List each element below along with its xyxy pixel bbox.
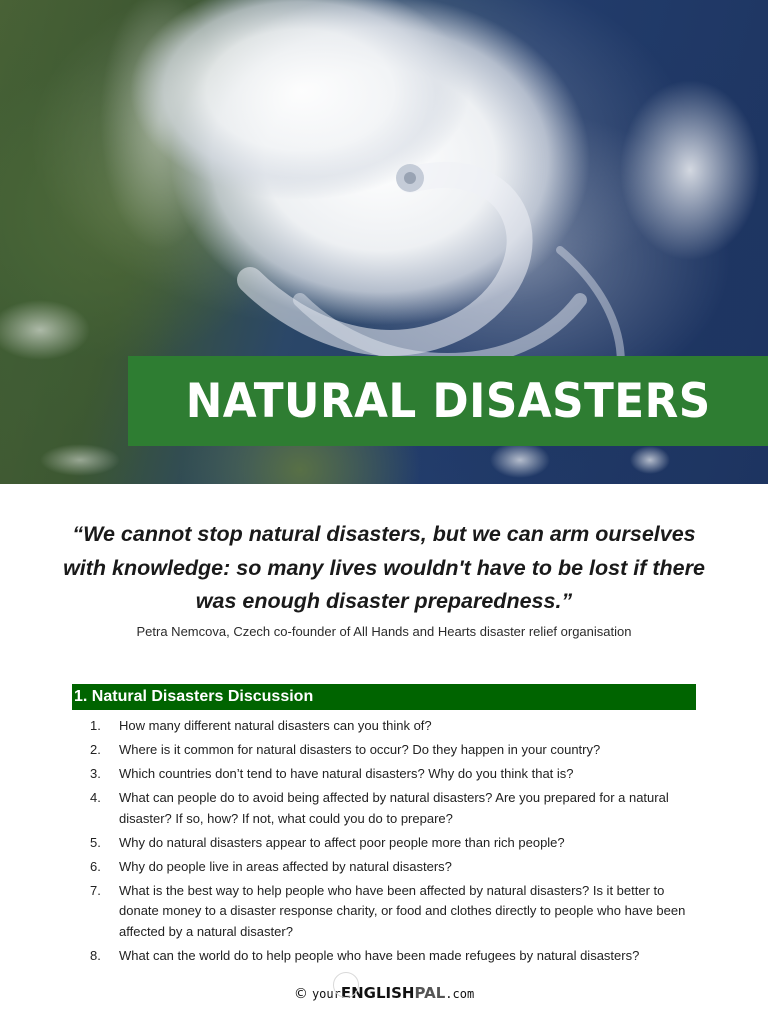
question-number: 4.: [90, 790, 101, 805]
question-item: [90, 740, 696, 761]
question-text: What can people do to avoid being affected by natural disasters? Are you prepared for a natural disaster? If so, how? If not, what could you do to prepare?: [119, 790, 669, 826]
question-item: [90, 764, 696, 785]
brand-pal: PAL: [414, 984, 446, 1002]
brand-english: ENGLISH: [340, 984, 415, 1002]
question-text: What is the best way to help people who have been affected by natural disasters? Is it better to donate money to a disaster response charity, or food and clothes directly to people who have been affected by a natural disaster?: [119, 882, 686, 939]
hero-satellite-image: [0, 0, 768, 484]
question-item: [90, 881, 696, 943]
quote-text: “We cannot stop natural disasters, but we can arm ourselves with knowledge: so many lives wouldn't have to be lost if there was enough disaster preparedness.”: [63, 522, 705, 613]
question-item: [90, 788, 696, 829]
quote-author: Petra Nemcova, Czech co-founder of All Hands and Hearts disaster relief organisation: [136, 624, 632, 639]
question-text: What can the world do to help people who have been made refugees by natural disasters?: [119, 947, 640, 963]
footer-brand: [0, 984, 768, 1002]
question-item: [90, 857, 696, 878]
question-text: Where is it common for natural disasters to occur? Do they happen in your country?: [119, 742, 601, 757]
question-item: [90, 716, 696, 737]
question-list: [90, 716, 696, 970]
brand-prefix: your: [311, 987, 341, 1001]
question-number: 5.: [90, 834, 101, 850]
question-number: 2.: [90, 742, 101, 757]
title-banner: [128, 356, 768, 446]
copyright-symbol: ©: [293, 986, 308, 1002]
brand-suffix: .com: [445, 987, 475, 1001]
question-item: [90, 833, 696, 854]
page-title: NATURAL DISASTERS: [185, 373, 711, 429]
question-number: 6.: [90, 858, 101, 874]
question-item: [90, 946, 696, 967]
question-number: 3.: [90, 766, 101, 781]
question-number: 1.: [90, 718, 101, 733]
section-title: 1. Natural Disasters Discussion: [72, 684, 696, 710]
question-text: Which countries don’t tend to have natural disasters? Why do you think that is?: [119, 766, 574, 781]
question-text: Why do natural disasters appear to affect poor people more than rich people?: [119, 834, 565, 850]
question-number: 8.: [90, 947, 101, 963]
logo-icon: [333, 972, 359, 998]
question-text: How many different natural disasters can you think of?: [119, 718, 432, 733]
question-number: 7.: [90, 882, 101, 898]
question-text: Why do people live in areas affected by natural disasters?: [119, 858, 452, 874]
